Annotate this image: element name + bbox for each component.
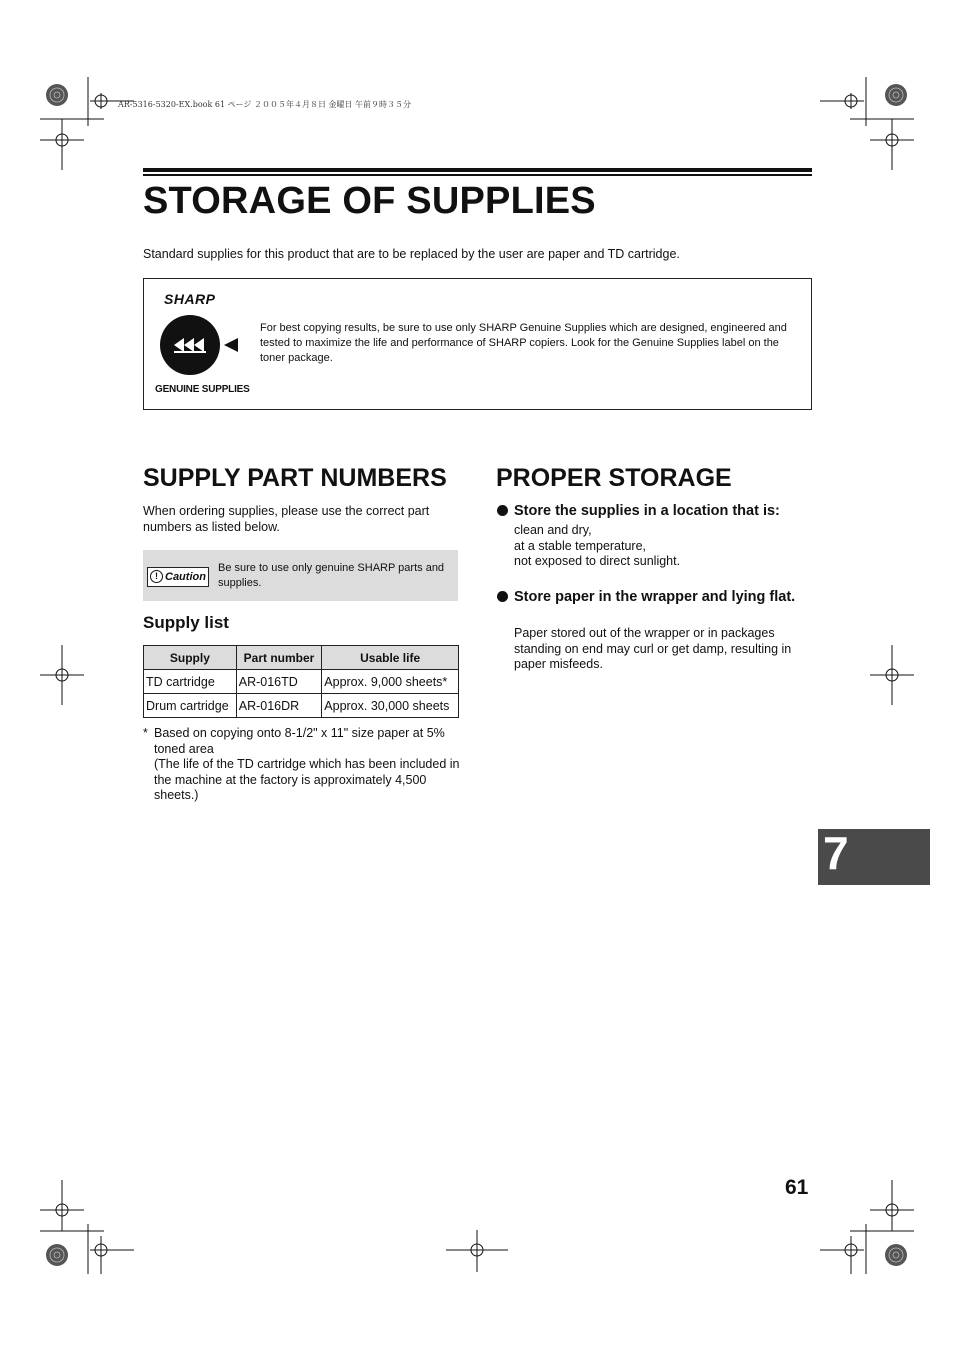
genuine-caption: GENUINE SUPPLIES <box>155 384 250 395</box>
bullet-icon <box>497 591 508 602</box>
intro-text: Standard supplies for this product that are to be replaced by the user are paper and TD cartridge. <box>143 247 680 261</box>
storage-item-heading: Store paper in the wrapper and lying flat. <box>514 589 796 605</box>
title-rule-thin <box>143 174 812 176</box>
table-cell: Approx. 30,000 sheets <box>322 694 459 718</box>
genuine-text: For best copying results, be sure to use only SHARP Genuine Supplies which are designed, engineered and tested to maximize the life and performance of SHARP copiers. Look for the Genuine Supplies label on the toner package. <box>260 322 787 364</box>
bullet-icon <box>497 505 508 516</box>
table-cell: Approx. 9,000 sheets* <box>322 670 459 694</box>
genuine-supplies-logo-icon <box>160 315 220 375</box>
page-title: STORAGE OF SUPPLIES <box>143 180 596 222</box>
supply-list-heading: Supply list <box>143 613 229 632</box>
table-cell: AR-016TD <box>236 670 322 694</box>
table-row <box>144 670 459 694</box>
storage-line: not exposed to direct sunlight. <box>514 554 681 568</box>
print-header: AR-5316-5320-EX.book 61 ページ ２００５年４月８日 金曜日 午前９時３５分 <box>118 100 412 109</box>
storage-line: at a stable temperature, <box>514 538 647 553</box>
footnote-mark: * <box>143 726 148 740</box>
table-cell: AR-016DR <box>236 694 322 718</box>
footnote-line: (The life of the TD cartridge which has been included in the machine at the factory is approximately 4,500 sheets.) <box>154 757 460 802</box>
caution-icon: ! <box>150 570 163 583</box>
caution-label: Caution <box>165 571 206 583</box>
caution-text: Be sure to use only genuine SHARP parts and supplies. <box>218 562 445 589</box>
footnote-line: Based on copying onto 8-1/2" x 11" size paper at 5% toned area <box>154 726 445 756</box>
table-header-cell: Supply <box>144 646 237 670</box>
chapter-number: 7 <box>823 827 849 879</box>
page-number: 61 <box>785 1176 809 1199</box>
genuine-arrow-icon <box>224 338 238 352</box>
table-header-cell: Part number <box>236 646 322 670</box>
supply-table <box>143 645 459 718</box>
footnote <box>154 726 460 804</box>
table-cell: Drum cartridge <box>144 694 237 718</box>
storage-line: clean and dry, <box>514 523 592 537</box>
sharp-logo: SHARP <box>164 291 216 307</box>
table-header-row <box>144 646 459 670</box>
table-header-cell: Usable life <box>322 646 459 670</box>
table-cell: TD cartridge <box>144 670 237 694</box>
proper-storage-heading: PROPER STORAGE <box>496 464 732 492</box>
title-rule-thick <box>143 168 812 172</box>
storage-item-text: Paper stored out of the wrapper or in packages standing on end may curl or get damp, resulting in paper misfeeds. <box>514 626 792 671</box>
storage-item-heading: Store the supplies in a location that is: <box>514 503 780 519</box>
storage-item-lines <box>514 523 814 570</box>
supply-part-numbers-heading: SUPPLY PART NUMBERS <box>143 464 447 492</box>
table-row <box>144 694 459 718</box>
supply-intro: When ordering supplies, please use the correct part numbers as listed below. <box>143 504 430 534</box>
